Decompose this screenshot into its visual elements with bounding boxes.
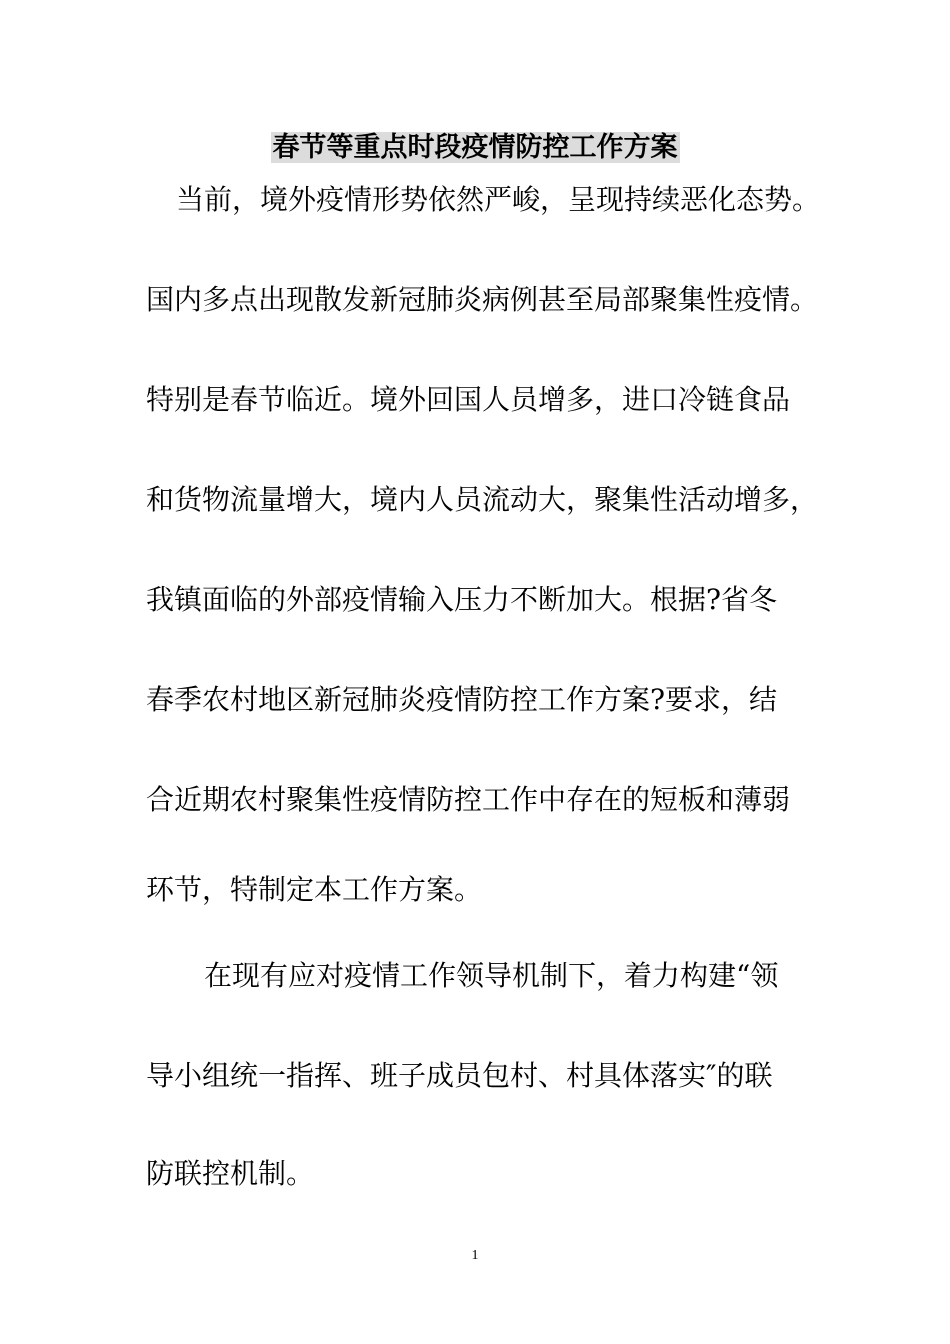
paragraph-line: 当前，境外疫情形势依然严峻，呈现持续恶化态势。 <box>176 183 821 216</box>
paragraph-line: 春季农村地区新冠肺炎疫情防控工作方案?要求，结 <box>146 683 778 716</box>
paragraph-line: 和货物流量增大，境内人员流动大，聚集性活动增多， <box>146 483 819 516</box>
page-number: 1 <box>471 1248 479 1263</box>
paragraph-line: 合近期农村聚集性疫情防控工作中存在的短板和薄弱 <box>146 783 791 816</box>
paragraph-line: 国内多点出现散发新冠肺炎病例甚至局部聚集性疫情。 <box>146 283 819 316</box>
document-title-text: 春节等重点时段疫情防控工作方案 <box>272 132 678 163</box>
paragraph-line: 环节，特制定本工作方案。 <box>146 873 483 906</box>
paragraph-line: 防联控机制。 <box>146 1157 315 1190</box>
paragraph-line: 在现有应对疫情工作领导机制下，着力构建“领 <box>204 959 779 992</box>
paragraph-line: 特别是春节临近。境外回国人员增多，进口冷链食品 <box>146 383 791 416</box>
document-title <box>0 128 950 168</box>
paragraph-line: 导小组统一指挥、班子成员包村、村具体落实″的联 <box>146 1059 773 1092</box>
paragraph-line: 我镇面临的外部疫情输入压力不断加大。根据?省冬 <box>146 583 778 616</box>
